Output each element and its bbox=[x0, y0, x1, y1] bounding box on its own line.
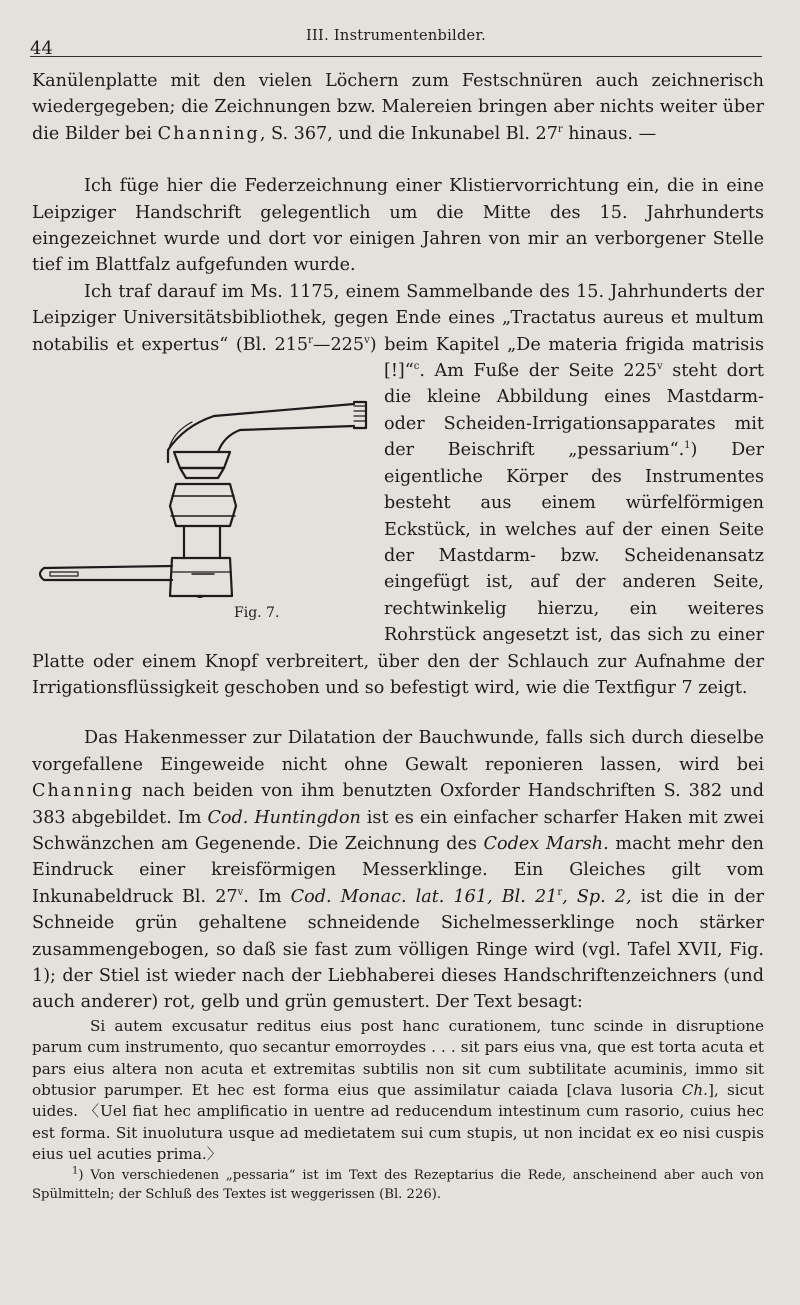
codex-name: , Sp. 2, bbox=[562, 886, 632, 907]
text-run: Das Hakenmesser zur Dilatation der Bauchwunde, falls sich durch dieselbe vorgefallene Eingeweide nicht ohne Gewalt reponieren lassen, wird bei bbox=[32, 728, 764, 775]
paragraph-2: Ich füge hier die Federzeichnung einer Klistiervorrichtung ein, die in eine Leipziger Handschrift gelegentlich um die Mitte des 15. Jahrhunderts eingezeichnet wurde und dort vor einigen Jahren von mir an verborgener Stelle tief im Blattfalz aufgefunden wurde. bbox=[32, 176, 764, 276]
author-name: Channing bbox=[157, 123, 260, 144]
text-run: . Am Fuße der Seite 225 bbox=[419, 361, 658, 382]
footnote-ref: 1 bbox=[684, 440, 691, 452]
footnote-1 bbox=[32, 1166, 764, 1204]
text-run: —225 bbox=[312, 334, 365, 355]
footnote-text: ) Von verschiedenen „pessaria“ ist im Text des Rezeptarius die Rede, anscheinend aber auch von Spülmitteln; der Schluß des Textes ist weggerissen (Bl. 226). bbox=[32, 1167, 764, 1202]
figure-caption: Fig. 7. bbox=[234, 605, 280, 622]
text-run: ) beim Kapitel „De materia frigida matrisis [!]“ bbox=[369, 334, 764, 382]
superscript: r bbox=[557, 123, 563, 135]
text-run: Ich traf darauf im Ms. 1175, einem Sammelbande des 15. Jahrhunderts der Leipziger Universitätsbibliothek, gegen Ende eines „Tractatus aureus et multum notabilis et expertus“ (Bl. 215 bbox=[32, 281, 764, 355]
superscript: v bbox=[657, 361, 663, 373]
author-name: Channing bbox=[32, 781, 135, 802]
text-run: nach beiden von ihm benutzten Oxforder Handschriften S. 382 und 383 abgebildet. Im bbox=[32, 781, 764, 828]
text-run: steht dort die kleine Abbildung eines Mastdarm- oder Scheiden-Irrigationsapparates mit der Beischrift „pessarium“. bbox=[384, 361, 764, 461]
footnote-mark: 1 bbox=[72, 1165, 79, 1177]
page-header bbox=[30, 26, 762, 57]
text-run: ], sicut uides. 〈Uel fiat hec amplificatio in uentre ad reducendum intestinum cum rasorio, cuius hec est forma. Sit inuolutura usque ad medietatem sui cum stupis, ut non incidat ex eo nisi cuspis eius uel acuties prima.〉 bbox=[32, 1081, 764, 1164]
text-run: ist die in der Schneide grün gehaltene schneidende Sichelmesserklinge noch stärker zusammengebogen, so daß sie fast zum völligen Ringe wird (vgl. Tafel XVII, Fig. 1); der Stiel ist wieder nach der Liebhaberei dieses Handschriftenzeichners (und auch anderer) rot, gelb und grün gemustert. Der Text besagt: bbox=[32, 886, 764, 1013]
abbreviation: Ch. bbox=[681, 1081, 708, 1100]
superscript: c bbox=[413, 361, 420, 373]
running-title: III. Instrumentenbilder. bbox=[306, 28, 486, 44]
codex-name: Cod. Huntingdon bbox=[207, 807, 361, 828]
text-run: macht mehr den Eindruck einer kreisförmigen Messerklinge. Ein Gleiches gilt vom Inkunabeldruck Bl. 27 bbox=[32, 833, 764, 907]
page-number: 44 bbox=[30, 38, 53, 59]
text-run: Kanülenplatte mit den vielen Löchern zum Festschnüren auch zeichnerisch wiedergegeben; die Zeichnungen bzw. Malereien bringen aber nichts weiter über die Bilder bei bbox=[32, 71, 764, 144]
irrigation-apparatus-drawing bbox=[34, 366, 380, 598]
superscript: r bbox=[308, 334, 313, 346]
footnote-line bbox=[32, 1166, 764, 1204]
text-run: ist es ein einfacher scharfer Haken mit zwei Schwänzchen am Gegenende. Die Zeichnung des bbox=[32, 807, 764, 854]
superscript: v bbox=[237, 886, 244, 898]
figure-7 bbox=[32, 362, 384, 630]
text-run: , S. 367, und die Inkunabel Bl. 27 bbox=[259, 123, 558, 144]
text-run: Si autem excusatur reditus eius post hanc curationem, tunc scinde in disruptione parum cum instrumento, quo secantur emorroydes . . . sit pars eius vna, que est torta acuta et pars eius altera non acuta et extremitas subtilis non sit cum subtilitate acuminis, immo sit obtusior parumper. Et hec est forma eius que assimilatur caiada [clava lusoria bbox=[32, 1016, 764, 1100]
codex-name: Cod. Monac. lat. 161, Bl. 21 bbox=[290, 886, 558, 907]
superscript: v bbox=[364, 334, 370, 346]
paragraph-4 bbox=[32, 725, 764, 1015]
codex-name: Codex Marsh. bbox=[483, 833, 609, 854]
latin-quotation bbox=[32, 1016, 764, 1166]
text-run: ) Der eigentliche Körper des Instrumentes besteht aus einem würfelförmigen Eckstück, in welches auf der einen Seite der Mastdarm- bzw. Scheidenansatz eingefügt ist, auf der anderen Seite, rechtwinkelig hierzu, ein weiteres Rohrstück angesetzt ist, das sich zu einer Platte oder einem Knopf verbreitert, über den der Schlauch zur Aufnahme der Irrigationsflüssigkeit geschoben und so befestigt wird, wie die Textfigur 7 zeigt. bbox=[32, 440, 764, 698]
body-text bbox=[32, 68, 764, 1204]
text-run: . Im bbox=[243, 886, 291, 907]
paragraph-1 bbox=[32, 68, 764, 147]
paragraph-3 bbox=[32, 279, 764, 702]
superscript: r bbox=[557, 886, 563, 898]
text-run: hinaus. — bbox=[562, 123, 657, 144]
